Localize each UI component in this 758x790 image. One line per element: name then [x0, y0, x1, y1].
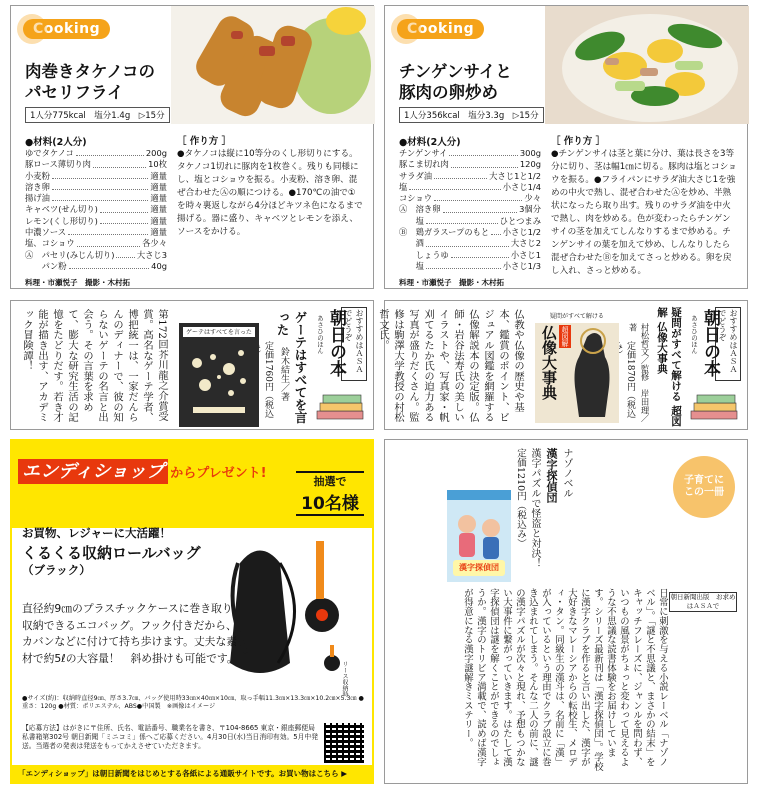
book-card-2: [377, 300, 748, 430]
ad-winners: 10名様: [301, 494, 359, 514]
cooking-badge: Cooking: [23, 19, 110, 39]
ad-hook-note: リース収納時: [341, 661, 348, 697]
ad-brand: [18, 457, 267, 483]
recipe-title-line1: 肉巻きタケノコの: [25, 62, 156, 81]
recipe-credit: 料理・市瀬悦子 撮影・木村拓: [399, 278, 504, 287]
ingredient-row: 豚ロース薄切り肉 10枚: [25, 159, 167, 170]
novel-series: ナゾノベル: [561, 448, 572, 498]
ingredient-row: 小麦粉 適量: [25, 170, 167, 181]
book-price: 定価1760円（税込: [263, 341, 273, 418]
parenting-badge: [673, 456, 735, 518]
recipe-title-line2: 豚肉の卵炒め: [399, 83, 498, 102]
ad-product: くるくる収納ロールバッグ: [22, 544, 201, 562]
parenting-badge-text: 子育てにこの一冊: [684, 475, 724, 498]
asa-label: おすすめはＡＳＡでどうぞ: [341, 307, 367, 381]
publisher-label: 朝日新聞出版 お求めはＡＳＡで: [670, 593, 736, 610]
ingredients-list: [399, 148, 541, 272]
recipe-photo: [171, 6, 375, 124]
ad-brand-name: エンディショップ: [18, 459, 168, 484]
ingredient-row: キャベツ(せん切り) 適量: [25, 204, 167, 215]
ad-footer[interactable]: 「エンディショップ」は朝日新聞をはじめとする各紙による通販サイトです。お買い物はこちら ▶: [12, 765, 372, 782]
ingredient-row: しょうゆ 小さじ1: [399, 249, 541, 260]
book-cover-subtitle: 超図解: [561, 326, 569, 347]
novel-price: 定価1210円（税込み）: [515, 448, 526, 549]
ingredient-row: 酒 大さじ2: [399, 238, 541, 249]
ad-catch: お買物、レジャーに大活躍！: [22, 526, 171, 540]
ingredient-row: チンゲンサイ 300g: [399, 148, 541, 158]
recipe-card-2: [384, 5, 748, 289]
recipe-credit: 料理・市瀬悦子 撮影・木村拓: [25, 278, 130, 287]
steps-header: ［ 作り方 ］: [177, 136, 232, 147]
ad-lottery-box: [296, 471, 364, 516]
ad-card: [10, 439, 374, 784]
recipe-photo: [545, 6, 749, 124]
recipe-meta: 1人分775kcal 塩分1.4g ▷15分: [25, 107, 170, 123]
book-description: 仏教や仏像の歴史や基本、鑑賞のポイント、ビジュアル図鑑を網羅する仏像解説本の決定版。仏師・岩谷法寿氏の美しいイラストや、写真家・帆刈てるたか氏の迫力ある写真が盛りだくさん。監修は駒澤大学教授の村松哲文氏。: [377, 309, 524, 423]
ingredient-row: 塩 ひとつまみ: [399, 215, 541, 226]
ingredient-row: 中濃ソース 適量: [25, 227, 167, 238]
series-title: 朝日の本: [700, 309, 720, 377]
recipe-title: [25, 61, 155, 103]
recipe-meta: 1人分356kcal 塩分3.3g ▷15分: [399, 107, 544, 123]
book-cover-title: 仏像大事典: [540, 325, 558, 400]
recipe-title: [399, 61, 512, 103]
ad-brand-suffix: からプレゼント!: [170, 466, 267, 481]
ingredient-row: サラダ油 大さじ1と1/2: [399, 170, 541, 181]
book-author: 村松哲文／監修 岸田理／著: [628, 323, 650, 423]
ad-variant: （ブラック）: [22, 563, 91, 577]
novel-card: [384, 439, 748, 784]
book-title: 疑問がすべて解ける 超図解 仏像大事典: [656, 307, 682, 427]
ingredient-row: 溶き卵 適量: [25, 181, 167, 192]
ad-lottery: 抽選で: [313, 475, 347, 488]
ingredients-header: ●材料(2人分): [399, 137, 461, 148]
series-title: 朝日の本: [326, 309, 346, 377]
ingredient-row: コショウ 少々: [399, 193, 541, 204]
ingredient-row: 塩、コショウ 各少々: [25, 238, 167, 249]
novel-description: 日常に刺激を与える小説レーベル「ナゾノベル」。「謎と不思議と、まさかの結末」をキャッチフレーズに、ジャンルを問わず、いつもの風景がちょっと変わって見えるような不思議な読書体験をお届けしています。シリーズ最新刊は「漢字探偵団」。学校に漢字クラブを作ると言い出した、漢字が大好きなマレーシアからの転校生、メロディ・タン。同級生の漢斗は、名前に「漢」が入っているという理由でクラブ設立に巻き込まれてしまう。そんな二人の前に、謎の漢字パズルが次々と現れ、予想もつかない大事件に繋がっていきます。はたして漢字探偵団は謎を解くことができるのでしょうか。漢字のトリビア満載で、読めば漢字が得意になる漢字謎解きミステリー。: [462, 588, 668, 772]
ad-size-spec: ●サイズ(約)：収納時直径9㎝、厚さ3.7㎝、バッグ使用時33㎝×40㎝×10㎝、取っ手幅11.3㎝×13.3㎝×10.2㎝×5.3㎝ ●重さ：120g ●材質：ポリエステル、ABS●中国製 ※画像はイメージ: [22, 695, 364, 711]
series-subtitle: あさひのほん: [690, 315, 698, 354]
ingredient-row: Ⓐ パセリ(みじん切り) 大さじ3: [25, 249, 167, 260]
ingredient-row: Ⓑ 鶏ガラスープのもと 小さじ1/2: [399, 227, 541, 238]
novel-cover-title: 漢字探偵団: [459, 563, 499, 572]
novel-subtitle: 漢字パズルで怪盗と対決！: [529, 448, 540, 568]
steps-text: ●タケノコは縦に10等分のくし形切りにする。タケノコ1切れに豚肉を1枚巻く。残りも同様にし、塩とコショウを振る。小麦粉、溶き卵、混ぜ合わせたⒶの順につける。●170℃の油で①を時々裏返しながら4分ほどキツネ色になるまで揚げる。器に盛り、キャベツとレモンを添え、ソースをかける。: [177, 149, 363, 237]
book-cover-title: ゲーテはすべてを言った: [186, 329, 252, 336]
steps-header: ［ 作り方 ］: [551, 136, 606, 147]
book-price: 定価1870円（税込: [625, 341, 635, 418]
ad-description: 直径約9㎝のプラスチックケースに巻き取り収納できるエコバッグ。フック付きだから、カバンなどに付けて持ち歩けます。丈夫な素材で約5ℓの大容量！ 斜め掛けも可能です。: [22, 602, 238, 665]
asa-label: おすすめはＡＳＡでどうぞ: [715, 307, 741, 381]
book-description: 第172回芥川龍之介賞受賞。高名なゲーテ学者、博把統一は、一家だんらんのディナーで、彼の知らないゲーテの名言と出会う。その言葉を求めて、膨大な研究生活の記憶をたどりだす。若き才能が描き出す、アカデミック冒険譚！: [21, 309, 168, 423]
ingredients-header: ●材料(2人分): [25, 137, 87, 148]
ad-apply: 【応募方法】はがきに〒住所、氏名、電話番号、職業名を書き、〒104-8665 東京・銀座郵便局 私書箱第302号 朝日新聞「ミニコミ」係へご応募ください。4月30日(水)当日消印有効。5月中発送。当選者の発表は発送をもってかえさせていただきます。: [22, 724, 319, 750]
series-subtitle: あさひのほん: [316, 315, 324, 354]
books-stack-icon: [315, 393, 367, 421]
ingredient-row: 豚こま切れ肉 120g: [399, 159, 541, 170]
ingredient-row: Ⓐ 溶き卵 3個分: [399, 204, 541, 215]
books-stack-icon: [689, 393, 741, 421]
cooking-badge: Cooking: [397, 19, 484, 39]
book-cover: [179, 323, 259, 427]
steps-text: ●チンゲンサイは茎と葉に分け、葉は長さを3等分に切り、茎は幅1㎝に切る。豚肉は塩とコショウを振る。●フライパンにサラダ油大さじ1を強めの中火で熱し、混ぜ合わせたⒶを炒め、半熟状になったら取り出す。残りのサラダ油を中火で熱し、肉を炒める。色が変わったらチンゲンサイの茎を加えてしんなりするまで炒める。チンゲンサイの葉を加えて炒め、しんなりしたら混ぜ合わせたⒷを加えてさっと炒める。卵を戻し入れ、さっと炒める。: [551, 149, 737, 276]
ingredient-row: 塩 小さじ1/4: [399, 181, 541, 192]
ingredients-list: [25, 148, 167, 272]
ingredient-row: ゆでタケノコ 200g: [25, 148, 167, 158]
novel-title: 漢字探偵団: [545, 448, 558, 503]
ingredient-row: 塩 小さじ1/3: [399, 260, 541, 271]
book-author: 鈴木結生／著: [279, 347, 289, 401]
recipe-title-line2: パセリフライ: [25, 83, 124, 102]
recipe-title-line1: チンゲンサイと: [399, 62, 512, 81]
book-title: ゲーテはすべてを言った: [275, 311, 308, 424]
ingredient-row: 揚げ油 適量: [25, 193, 167, 204]
recipe-card-1: [10, 5, 374, 289]
book-card-1: [10, 300, 374, 430]
qr-code-icon[interactable]: [324, 723, 364, 763]
ingredient-row: レモン(くし形切り) 適量: [25, 215, 167, 226]
ingredient-row: パン粉 40g: [25, 260, 167, 271]
book-cover-top: 疑問がすべて解ける: [550, 313, 604, 320]
